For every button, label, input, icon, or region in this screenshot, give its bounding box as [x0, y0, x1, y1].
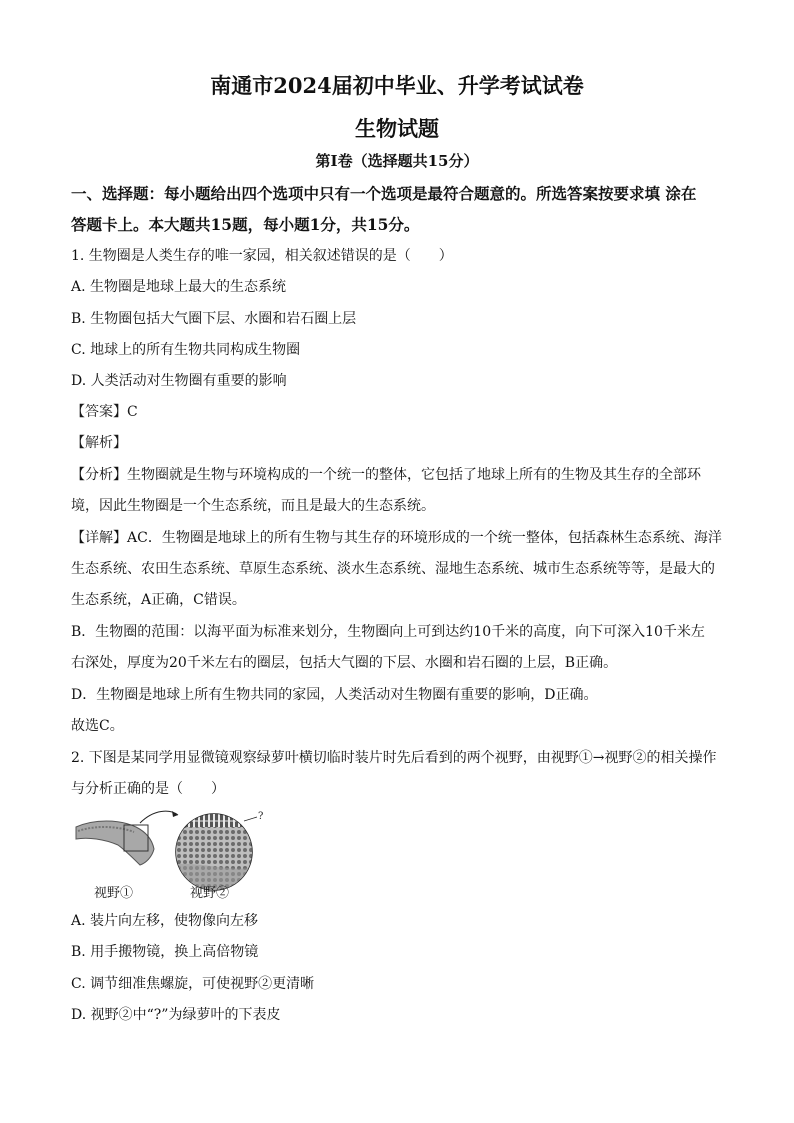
exam-title: 南通市2024届初中毕业、升学考试试卷 — [210, 73, 584, 98]
question-2-stem-line-2: 与分析正确的是（ ） — [71, 781, 225, 797]
instructions-line-1: 一、选择题：每小题给出四个选项中只有一个选项是最符合题意的。所选答案按要求填 涂在 — [71, 184, 697, 203]
explanation-line: 故选C。 — [71, 718, 124, 734]
subject-title: 生物试题 — [355, 116, 439, 141]
question-1-option-d: D. 人类活动对生物圈有重要的影响 — [71, 373, 287, 389]
question-1-option-b: B. 生物圈包括大气圈下层、水圈和岩石圈上层 — [71, 311, 357, 327]
view-2-caption: 视野② — [190, 886, 230, 901]
question-1-analysis-label: 【解析】 — [71, 435, 127, 451]
explanation-line: 【分析】生物圈就是生物与环境构成的一个统一的整体，它包括了地球上所有的生物及其生存的全部环 — [71, 467, 701, 483]
question-2-option-c: C. 调节细准焦螺旋，可使视野②更清晰 — [71, 976, 315, 992]
explanation-line: 右深处，厚度为20千米左右的圈层，包括大气圈的下层、水圈和岩石圈的上层，B正确。 — [71, 655, 618, 671]
question-1-stem: 1. 生物圈是人类生存的唯一家园，相关叙述错误的是（ ） — [71, 248, 453, 264]
instructions-line-2: 答题卡上。本大题共15题，每小题1分，共15分。 — [71, 215, 420, 234]
arrow-icon — [140, 811, 178, 823]
question-2-stem-line-1: 2. 下图是某同学用显微镜观察绿萝叶横切临时装片时先后看到的两个视野，由视野①→视野②的相关操作 — [71, 750, 717, 766]
explanation-line: D．生物圈是地球上所有生物共同的家园，人类活动对生物圈有重要的影响，D正确。 — [71, 687, 598, 703]
question-1-option-a: A. 生物圈是地球上最大的生态系统 — [71, 279, 287, 295]
section-title: 第Ⅰ卷（选择题共15分） — [315, 152, 479, 170]
question-2-option-d: D. 视野②中“?”为绿萝叶的下表皮 — [71, 1007, 281, 1023]
explanation-line: 【详解】AC．生物圈是地球上的所有生物与其生存的环境形成的一个统一整体，包括森林生态系统、海洋 — [71, 530, 722, 546]
view-1-caption: 视野① — [94, 886, 134, 901]
explanation-line: 生态系统，A正确，C错误。 — [71, 592, 246, 608]
question-2-option-a: A. 装片向左移，使物像向左移 — [71, 913, 259, 929]
question-1-answer: 【答案】C — [71, 404, 138, 420]
question-1-option-c: C. 地球上的所有生物共同构成生物圈 — [71, 342, 301, 358]
question-2-option-b: B. 用手搬物镜，换上高倍物镜 — [71, 944, 259, 960]
explanation-line: 生态系统、农田生态系统、草原生态系统、淡水生态系统、湿地生态系统、城市生态系统等等，是最大的 — [71, 561, 715, 577]
question-mark-label: ? — [258, 811, 264, 822]
explanation-line: B．生物圈的范围：以海平面为标准来划分，生物圈向上可到达约10千米的高度，向下可深入10千米左 — [71, 624, 705, 640]
explanation-line: 境，因此生物圈是一个生态系统，而且是最大的生态系统。 — [71, 498, 435, 514]
view-1-leaf-section — [76, 821, 154, 865]
